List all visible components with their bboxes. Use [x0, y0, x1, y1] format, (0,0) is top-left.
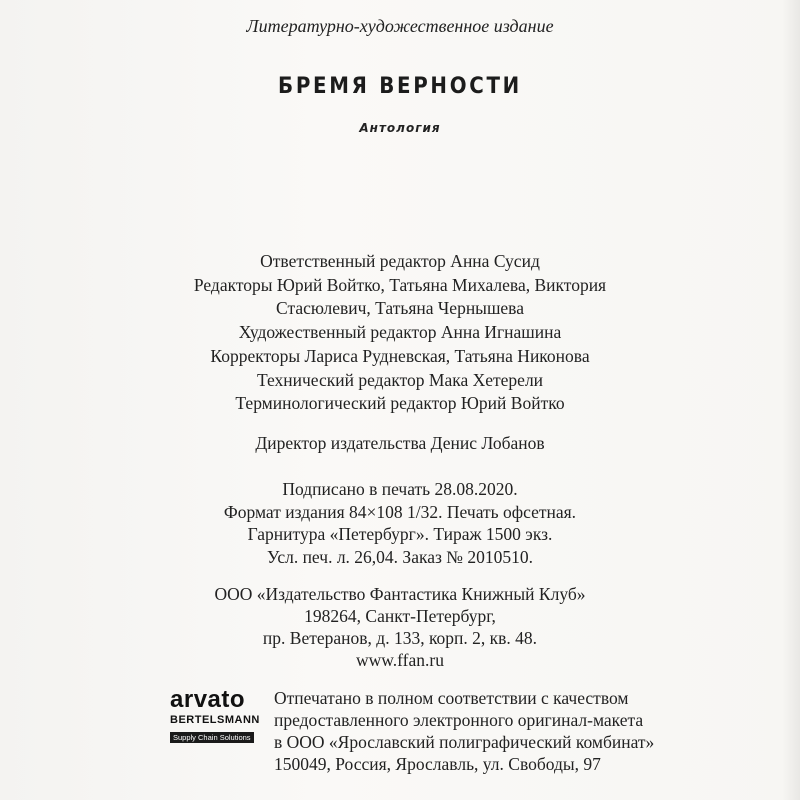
printer-line: в ООО «Ярославский полиграфический комбинат»: [274, 732, 655, 752]
director-text: Директор издательства Денис Лобанов: [255, 433, 545, 453]
publisher-website: www.ffan.ru: [356, 650, 444, 670]
book-title: БРЕМЯ ВЕРНОСТИ: [278, 74, 522, 99]
director-line: [0, 432, 800, 456]
publisher-line: пр. Ветеранов, д. 133, корп. 2, кв. 48.: [262, 628, 538, 648]
book-subtitle: Антология: [359, 121, 441, 135]
publisher-block: [0, 583, 800, 671]
print-info-line: Гарнитура «Петербург». Тираж 1500 экз.: [247, 524, 553, 545]
printer-line: 150049, Россия, Ярославль, ул. Свободы, 97: [274, 754, 601, 774]
print-info-block: [0, 478, 800, 568]
printer-block: [274, 687, 654, 775]
logo-main-text: arvato: [170, 686, 246, 713]
credit-line: Стасюлевич, Татьяна Чернышева: [276, 298, 524, 319]
credit-line: Корректоры Лариса Рудневская, Татьяна Никонова: [210, 345, 590, 366]
print-info-line: Усл. печ. л. 26,04. Заказ № 2010510.: [267, 546, 533, 567]
credit-line: Ответственный редактор Анна Сусид: [260, 251, 540, 271]
print-info-line: Подписано в печать 28.08.2020.: [282, 479, 518, 499]
printer-line: предоставленного электронного оригинал-макета: [274, 710, 644, 730]
logo-bar-text: Supply Chain Solutions: [170, 732, 254, 743]
credit-line: Терминологический редактор Юрий Войтко: [235, 393, 565, 414]
arvato-logo: [170, 688, 265, 745]
print-info-line: Формат издания 84×108 1/32. Печать офсетная.: [223, 501, 577, 522]
credits-block: [0, 250, 800, 416]
edition-type: Литературно-художественное издание: [246, 16, 554, 36]
logo-sub-text: BERTELSMANN: [170, 714, 260, 726]
credit-line: Художественный редактор Анна Игнашина: [238, 322, 562, 343]
publisher-line: 198264, Санкт-Петербург,: [304, 606, 496, 626]
credit-line: Технический редактор Мака Хетерели: [256, 369, 544, 390]
credit-line: Редакторы Юрий Войтко, Татьяна Михалева, Виктория: [193, 274, 607, 295]
publisher-line: ООО «Издательство Фантастика Книжный Клуб»: [214, 584, 586, 604]
printer-line: Отпечатано в полном соответствии с качеством: [274, 688, 629, 708]
